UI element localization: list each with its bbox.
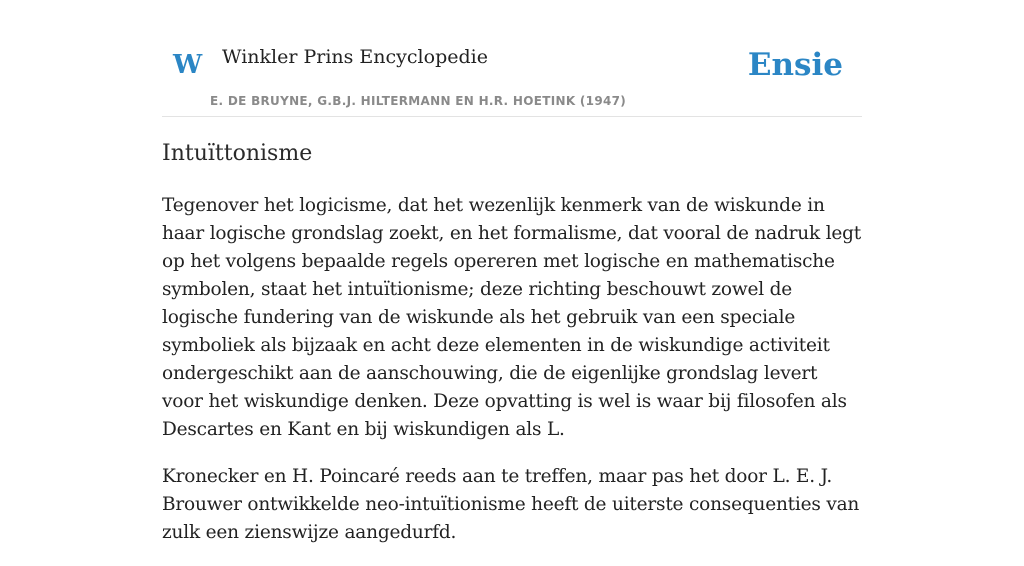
header — [162, 0, 862, 117]
article-paragraph: Tegenover het logicisme, dat het wezenlijk kenmerk van de wiskunde in haar logische grondslag zoekt, en het formalisme, dat vooral de nadruk legt op het volgens bepaalde regels opereren met logische en mathematische symbolen, staat het intuïtionisme; deze richting beschouwt zowel de logische fundering van de wiskunde als het gebruik van een speciale symboliek als bijzaak en acht deze elementen in de wiskundige activiteit ondergeschikt aan de aanschouwing, die de eigenlijke grondslag levert voor het wiskundige denken. Deze opvatting is wel is waar bij filosofen als Descartes en Kant en bij wiskundigen als L. — [162, 195, 862, 440]
article-paragraph: Kronecker en H. Poincaré reeds aan te treffen, maar pas het door L. E. J. Brouwer ontwikkelde neo-intuïtionisme heeft de uiterste consequenties van zulk een zienswijze aangedurfd. — [162, 466, 860, 543]
brand-logo[interactable]: Ensie — [747, 47, 843, 83]
site-title[interactable]: Winkler Prins Encyclopedie — [222, 46, 488, 68]
article-body — [162, 192, 862, 566]
authors-line: E. DE BRUYNE, G.B.J. HILTERMANN EN H.R. HOETINK (1947) — [210, 94, 627, 108]
article-title: Intuïttonisme — [162, 141, 313, 166]
logo-w-icon[interactable]: W — [173, 50, 203, 80]
